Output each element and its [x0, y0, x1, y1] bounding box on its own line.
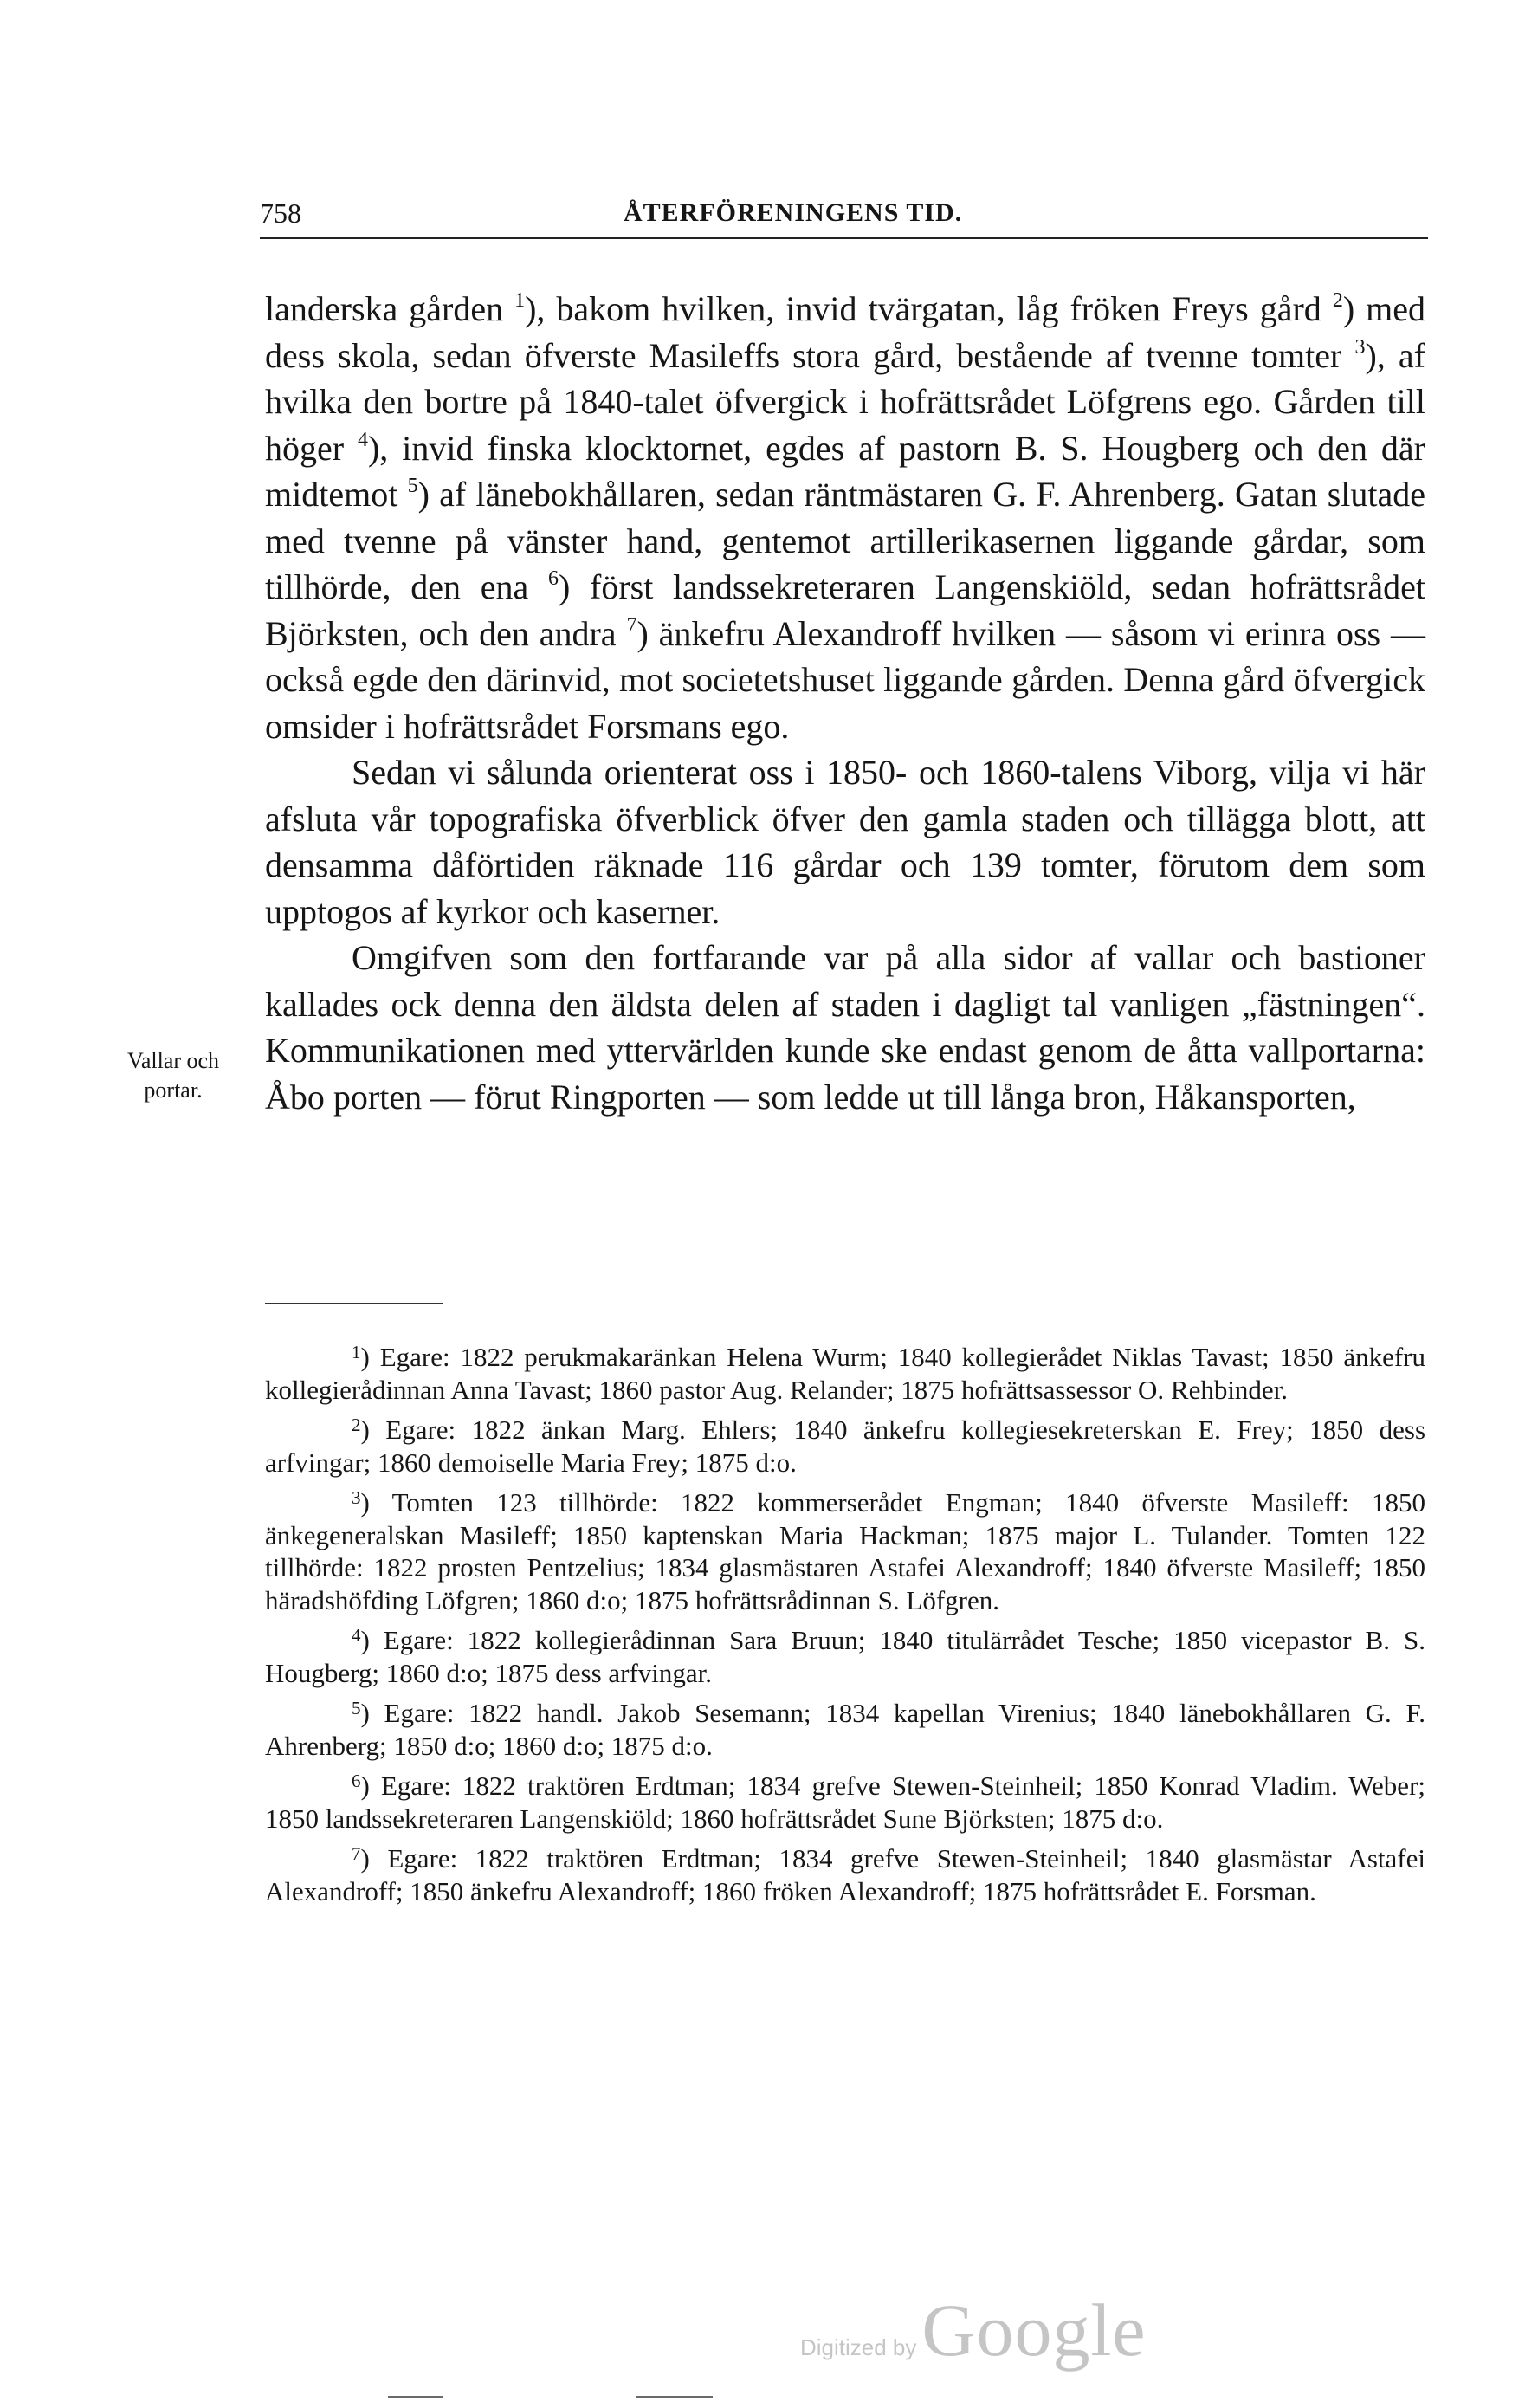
footnote-paren: )	[360, 1625, 384, 1655]
footnote	[265, 1624, 1425, 1689]
footnote-paren: )	[360, 1843, 388, 1874]
footnote-paren: )	[360, 1770, 381, 1801]
footnote-text: Egare: 1822 traktören Erdtman; 1834 grefve Stewen-Steinheil; 1840 glasmästar Astafei Alexandroff; 1850 änkefru Alexandroff; 1860 fröken Alexandroff; 1875 hofrättsrådet E. Forsman.	[265, 1843, 1425, 1906]
footnote-text: Egare: 1822 handl. Jakob Sesemann; 1834 kapellan Virenius; 1840 länebokhållaren G. F. Ahrenberg; 1850 d:o; 1860 d:o; 1875 d:o.	[265, 1698, 1425, 1761]
scan-edge-mark	[388, 2396, 443, 2398]
footnote	[265, 1770, 1425, 1835]
footnote-number: 4	[352, 1625, 361, 1646]
body-paragraph	[265, 286, 1425, 749]
scan-edge-mark	[636, 2396, 713, 2398]
footnote-text: Egare: 1822 kollegierådinnan Sara Bruun; 1840 titulärrådet Tesche; 1850 vicepastor B. S. Hougberg; 1860 d:o; 1875 dess arfvingar.	[265, 1625, 1425, 1688]
main-text	[265, 286, 1425, 1120]
body-text: landerska gården	[265, 289, 515, 328]
footnote	[265, 1842, 1425, 1907]
footnote-number: 5	[352, 1698, 361, 1719]
footnote-paren: )	[360, 1414, 386, 1445]
footnote-text: Egare: 1822 perukmakaränkan Helena Wurm; 1840 kollegierådet Niklas Tavast; 1850 änkefru kollegierådinnan Anna Tavast; 1860 pastor Aug. Relander; 1875 hofrättsassessor O. Rehbinder.	[265, 1342, 1425, 1405]
body-text: ) först landssekreteraren Langenskiöld, sedan hofrättsrådet Björksten, och den andra	[265, 567, 1426, 653]
body-text: ) af länebokhållaren, sedan räntmästaren G. F. Ahrenberg. Gatan slutade med tvenne på vänster hand, gentemot artillerikasernen liggande gårdar, som tillhörde, den ena	[265, 475, 1425, 606]
google-logo: Google	[921, 2288, 1147, 2372]
body-text: ) änkefru Alexandroff hvilken — såsom vi erinra oss — också egde den därinvid, mot societetshuset liggande gården. Denna gård öfvergick omsider i hofrättsrådet Forsmans ego.	[265, 613, 1426, 746]
digitized-by-text: Digitized by	[800, 2334, 917, 2360]
footnote-number: 7	[352, 1843, 361, 1864]
body-text: ) med dess skola, sedan öfverste Masileffs stora gård, bestående af tvenne tomter	[265, 289, 1426, 375]
footnote-paren: )	[360, 1487, 392, 1518]
page-header	[260, 196, 1428, 239]
body-paragraph	[265, 935, 1425, 1120]
body-text: ), invid finska klocktornet, egdes af pastorn B. S. Hougberg och den där midtemot	[265, 428, 1425, 514]
footnote-marker: 3	[1354, 335, 1366, 359]
footnote-text: Egare: 1822 traktören Erdtman; 1834 grefve Stewen-Steinheil; 1850 Konrad Vladim. Weber; 1850 landssekreteraren Langenskiöld; 1860 hofrättsrådet Sune Björksten; 1875 d:o.	[265, 1770, 1425, 1834]
footnotes	[265, 1341, 1425, 1915]
footnote-number: 3	[352, 1487, 361, 1508]
footnote-marker: 4	[357, 428, 368, 451]
margin-note-line: Vallar och	[126, 1048, 220, 1073]
body-text: ), af hvilka den bortre på 1840-talet öfvergick i hofrättsrådet Löfgrens ego. Gården till höger	[265, 335, 1425, 468]
footnote	[265, 1414, 1425, 1479]
footnote-number: 6	[352, 1770, 361, 1791]
footnote-number: 2	[352, 1414, 361, 1435]
margin-note-line: portar.	[144, 1078, 203, 1103]
digitized-by-google-watermark	[800, 2287, 1216, 2382]
footnote-marker: 5	[407, 475, 418, 497]
footnote-marker: 6	[547, 567, 559, 590]
margin-note	[95, 1046, 251, 1105]
footnote	[265, 1341, 1425, 1406]
footnote-text: Egare: 1822 änkan Marg. Ehlers; 1840 änkefru kollegiesekreterskan E. Frey; 1850 dess arfvingar; 1860 demoiselle Maria Frey; 1875 d:o.	[265, 1414, 1426, 1478]
body-text: Omgifven som den fortfarande var på alla sidor af vallar och bastioner kallades ock denna den äldsta delen af staden i dagligt tal vanligen „fästningen“. Kommunikationen med yttervärlden kunde ske endast genom de åtta vallportarna: Åbo porten — förut Ringporten — som ledde ut till långa bron, Håkansporten,	[265, 938, 1425, 1117]
footnote-divider	[265, 1303, 443, 1304]
body-paragraph	[265, 749, 1425, 935]
footnote-marker: 1	[514, 289, 526, 312]
body-text: Sedan vi sålunda orienterat oss i 1850- och 1860-talens Viborg, vilja vi här afsluta vår topografiska öfverblick öfver den gamla staden och tillägga blott, att densamma dåförtiden räknade 116 gårdar och 139 tomter, förutom dem som upptogos af kyrkor och kaserner.	[265, 753, 1425, 931]
running-title: ÅTERFÖRENINGENS TID.	[624, 198, 963, 227]
page-number: 758	[260, 197, 301, 229]
body-text: ), bakom hvilken, invid tvärgatan, låg fröken Freys gård	[525, 289, 1333, 328]
footnote	[265, 1486, 1425, 1616]
footnote-marker: 2	[1332, 289, 1343, 312]
footnote-marker: 7	[626, 613, 637, 637]
footnote-paren: )	[360, 1698, 384, 1728]
footnote-text: Tomten 123 tillhörde: 1822 kommerserådet Engman; 1840 öfverste Masileff: 1850 änkegeneralskan Masileff; 1850 kaptenskan Maria Hackman; 1875 major L. Tulander. Tomten 122 tillhörde: 1822 prosten Pentzelius; 1834 glasmästaren Astafei Alexandroff; 1840 öfverste Masileff; 1850 häradshöfding Löfgren; 1860 d:o; 1875 hofrättsrådinnan S. Löfgren.	[265, 1487, 1425, 1615]
footnote	[265, 1697, 1425, 1762]
footnote-number: 1	[352, 1342, 361, 1363]
footnote-paren: )	[360, 1342, 380, 1372]
